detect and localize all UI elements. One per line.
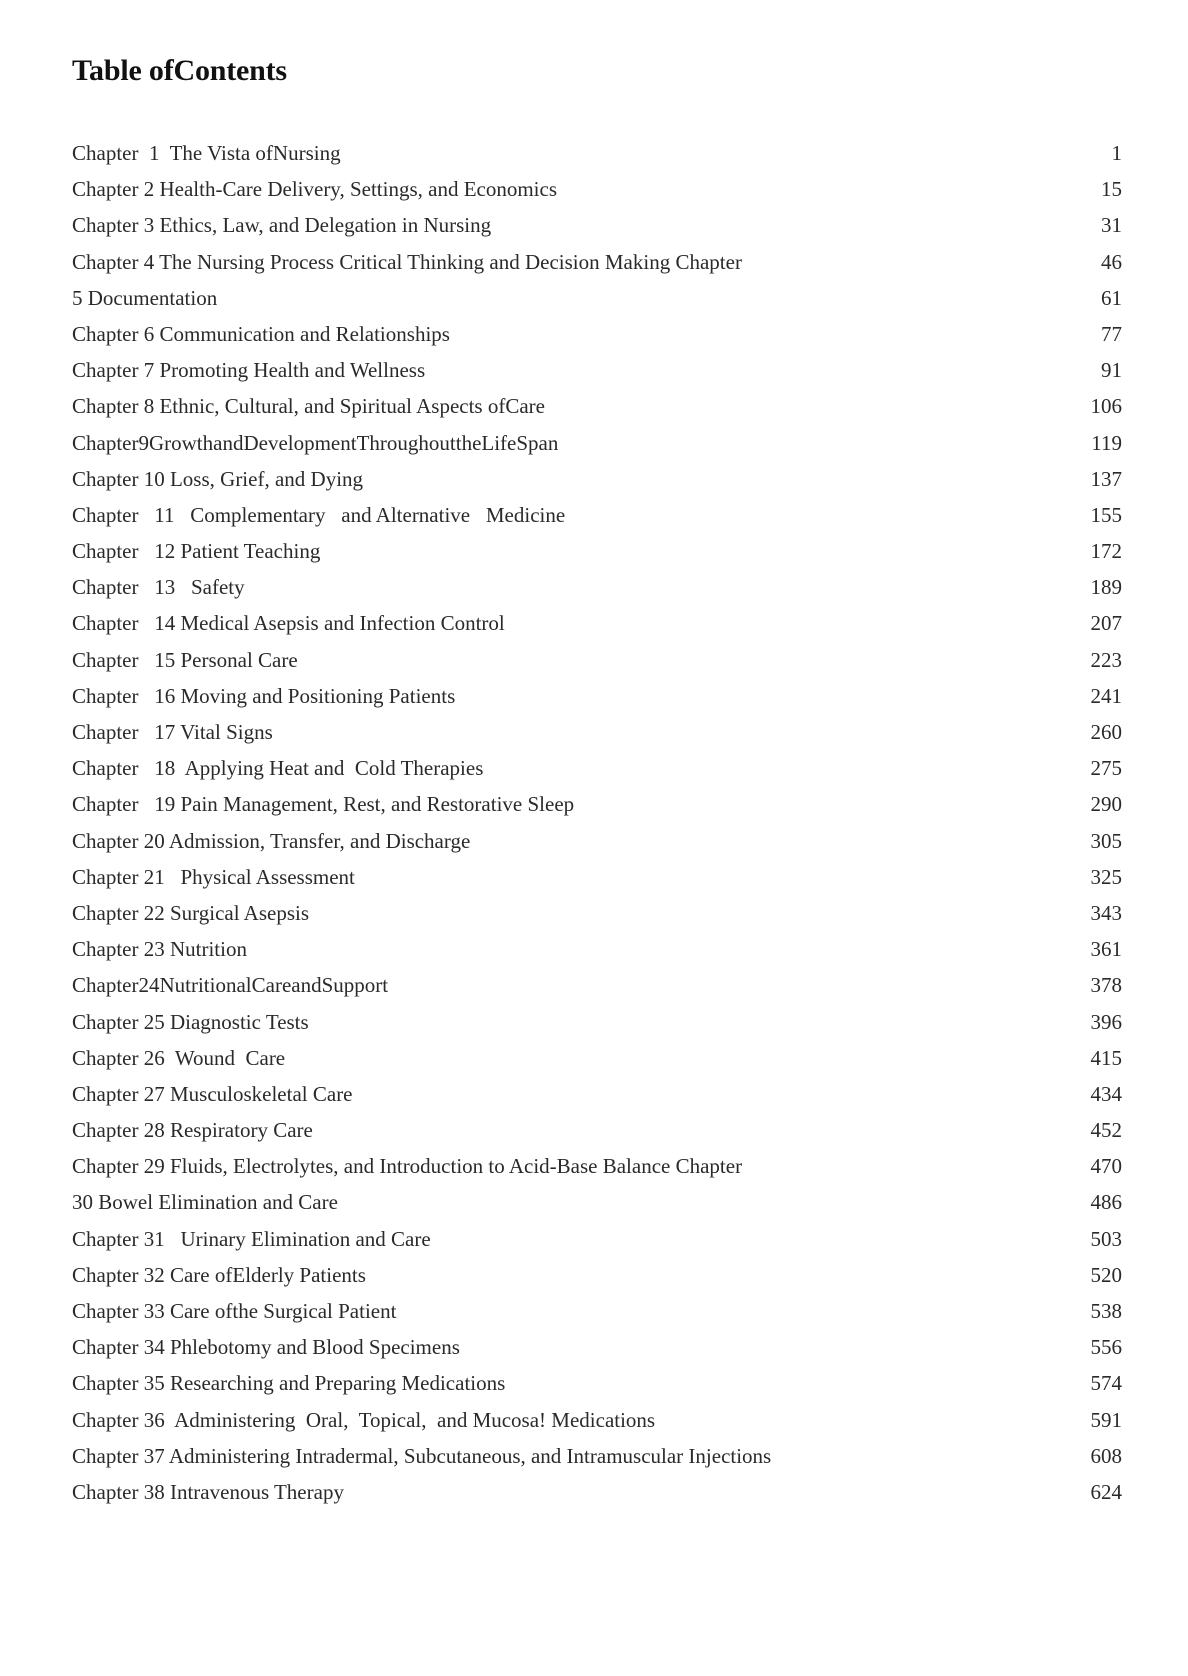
toc-entry [72,684,1122,720]
toc-entry [72,973,1122,1009]
toc-entry-title: Chapter 23 Nutrition [72,937,247,962]
toc-entry-title: Chapter 37 Administering Intradermal, Subcutaneous, and Intramuscular Injections [72,1443,772,1468]
toc-entry-page-number: 106 [1090,394,1122,419]
toc-entry [72,1299,1122,1335]
toc-entry-page-number: 378 [1090,973,1122,998]
toc-entry [72,792,1122,828]
toc-entry-page-number: 275 [1090,756,1122,781]
toc-entry-title: Chapter 7 Promoting Health and Wellness [72,358,426,383]
toc-entry-title: Chapter 1 The Vista ofNursing [72,141,341,165]
toc-entry-page-number: 119 [1091,430,1122,455]
toc-entry-page-number: 574 [1090,1371,1122,1396]
toc-entry-title: Chapter 26 Wound Care [72,1045,286,1070]
page-title: Table ofContents [72,54,287,87]
toc-entry-title: 5 Documentation [72,285,218,310]
toc-entry [72,250,1122,286]
toc-entry-title: Chapter 2 Health-Care Delivery, Settings, and Economics [72,177,557,202]
toc-entry-page-number: 538 [1090,1299,1122,1323]
toc-entry [72,1263,1122,1299]
toc-entry-title: Chapter 8 Ethnic, Cultural, and Spiritual Aspects ofCare [72,394,545,419]
toc-entry-page-number: 361 [1090,937,1122,962]
toc-entry-page-number: 305 [1090,828,1122,853]
toc-entry [72,141,1122,177]
toc-entry-title: Chapter 4 The Nursing Process Critical Thinking and Decision Making Chapter [72,249,742,274]
toc-entry [72,575,1122,611]
toc-entry [72,1480,1122,1516]
toc-entry [72,1227,1122,1263]
toc-entry-page-number: 591 [1090,1407,1122,1432]
toc-entry-page-number: 520 [1090,1262,1122,1287]
toc-entry [72,865,1122,901]
toc-entry [72,322,1122,358]
toc-entry-page-number: 325 [1090,864,1122,889]
toc-entry-page-number: 556 [1090,1335,1122,1360]
toc-entry-page-number: 486 [1090,1190,1122,1215]
toc-entry-page-number: 137 [1090,466,1122,491]
toc-entry-title: Chapter 13 Safety [72,575,245,600]
toc-entry-title: Chapter24NutritionalCareandSupport [72,973,389,998]
toc-entry-page-number: 46 [1101,249,1122,274]
toc-entry-page-number: 223 [1090,647,1122,672]
toc-entry [72,431,1122,467]
toc-entry-page-number: 77 [1101,321,1122,346]
toc-entry-title: Chapter 27 Musculoskeletal Care [72,1081,353,1106]
toc-entry-page-number: 415 [1090,1045,1122,1070]
toc-entry-title: Chapter 16 Moving and Positioning Patients [72,683,456,708]
toc-entry-title: Chapter 11 Complementary and Alternative Medicine [72,502,566,527]
toc-entry [72,648,1122,684]
toc-entry-title: Chapter 32 Care ofElderly Patients [72,1262,366,1287]
toc-entry-page-number: 290 [1090,792,1122,817]
table-of-contents-list [72,141,1122,1516]
toc-entry-page-number: 189 [1090,575,1122,600]
toc-entry [72,829,1122,865]
toc-entry-page-number: 207 [1090,611,1122,636]
toc-entry-page-number: 343 [1090,900,1122,925]
toc-entry [72,1408,1122,1444]
toc-entry-page-number: 608 [1090,1443,1122,1468]
toc-entry-page-number: 452 [1090,1118,1122,1143]
toc-entry-title: Chapter 22 Surgical Asepsis [72,900,310,925]
toc-entry [72,1118,1122,1154]
toc-entry-title: Chapter 20 Admission, Transfer, and Discharge [72,828,471,853]
toc-entry-title: Chapter 3 Ethics, Law, and Delegation in Nursing [72,213,492,238]
toc-entry-title: Chapter 28 Respiratory Care [72,1118,313,1143]
toc-entry-title: Chapter 38 Intravenous Therapy [72,1479,344,1504]
toc-entry-title: Chapter 15 Personal Care [72,647,298,672]
toc-entry-title: Chapter 6 Communication and Relationships [72,321,450,346]
toc-entry-page-number: 434 [1090,1081,1122,1106]
toc-entry [72,1046,1122,1082]
toc-entry-title: Chapter 18 Applying Heat and Cold Therapies [72,756,484,781]
toc-entry [72,539,1122,575]
toc-entry-title: Chapter 14 Medical Asepsis and Infection Control [72,611,505,636]
toc-entry [72,177,1122,213]
toc-entry-page-number: 155 [1090,502,1122,527]
toc-entry-page-number: 31 [1101,213,1122,238]
toc-entry-page-number: 15 [1101,177,1122,202]
toc-entry-title: Chapter 31 Urinary Elimination and Care [72,1226,431,1251]
toc-entry-title: Chapter 10 Loss, Grief, and Dying [72,466,364,491]
toc-entry-page-number: 91 [1101,358,1122,383]
toc-entry [72,358,1122,394]
toc-entry [72,503,1122,539]
toc-entry [72,1010,1122,1046]
toc-entry-page-number: 172 [1090,539,1122,564]
toc-entry-page-number: 470 [1090,1154,1122,1179]
toc-entry-title: Chapter 19 Pain Management, Rest, and Restorative Sleep [72,792,575,817]
toc-entry [72,720,1122,756]
toc-entry-page-number: 503 [1090,1226,1122,1251]
toc-entry-page-number: 260 [1090,720,1122,744]
toc-entry [72,1444,1122,1480]
toc-entry [72,901,1122,937]
toc-entry-title: Chapter 25 Diagnostic Tests [72,1009,309,1034]
toc-entry-page-number: 624 [1090,1479,1122,1504]
toc-entry [72,756,1122,792]
toc-entry-title: Chapter 34 Phlebotomy and Blood Specimens [72,1335,460,1360]
toc-entry-page-number: 1 [1111,141,1122,165]
toc-entry-title: Chapter 21 Physical Assessment [72,864,355,889]
toc-entry-title: Chapter 17 Vital Signs [72,720,273,744]
toc-entry-title: Chapter9GrowthandDevelopmentThroughouttheLifeSpan [72,430,559,455]
toc-entry [72,1335,1122,1371]
toc-entry [72,1154,1122,1190]
toc-entry-page-number: 241 [1090,683,1122,708]
toc-entry [72,286,1122,322]
toc-entry [72,213,1122,249]
toc-entry [72,394,1122,430]
toc-entry-page-number: 61 [1101,285,1122,310]
toc-entry-page-number: 396 [1090,1009,1122,1034]
toc-entry-title: Chapter 35 Researching and Preparing Medications [72,1371,506,1396]
toc-entry-title: Chapter 12 Patient Teaching [72,539,321,564]
toc-entry [72,937,1122,973]
toc-entry [72,1371,1122,1407]
toc-entry [72,1190,1122,1226]
toc-entry [72,467,1122,503]
toc-entry [72,611,1122,647]
toc-entry [72,1082,1122,1118]
toc-entry-title: Chapter 29 Fluids, Electrolytes, and Introduction to Acid-Base Balance Chapter [72,1154,743,1179]
toc-entry-title: 30 Bowel Elimination and Care [72,1190,338,1215]
toc-entry-title: Chapter 36 Administering Oral, Topical, and Mucosa! Medications [72,1407,656,1432]
toc-entry-title: Chapter 33 Care ofthe Surgical Patient [72,1299,397,1323]
